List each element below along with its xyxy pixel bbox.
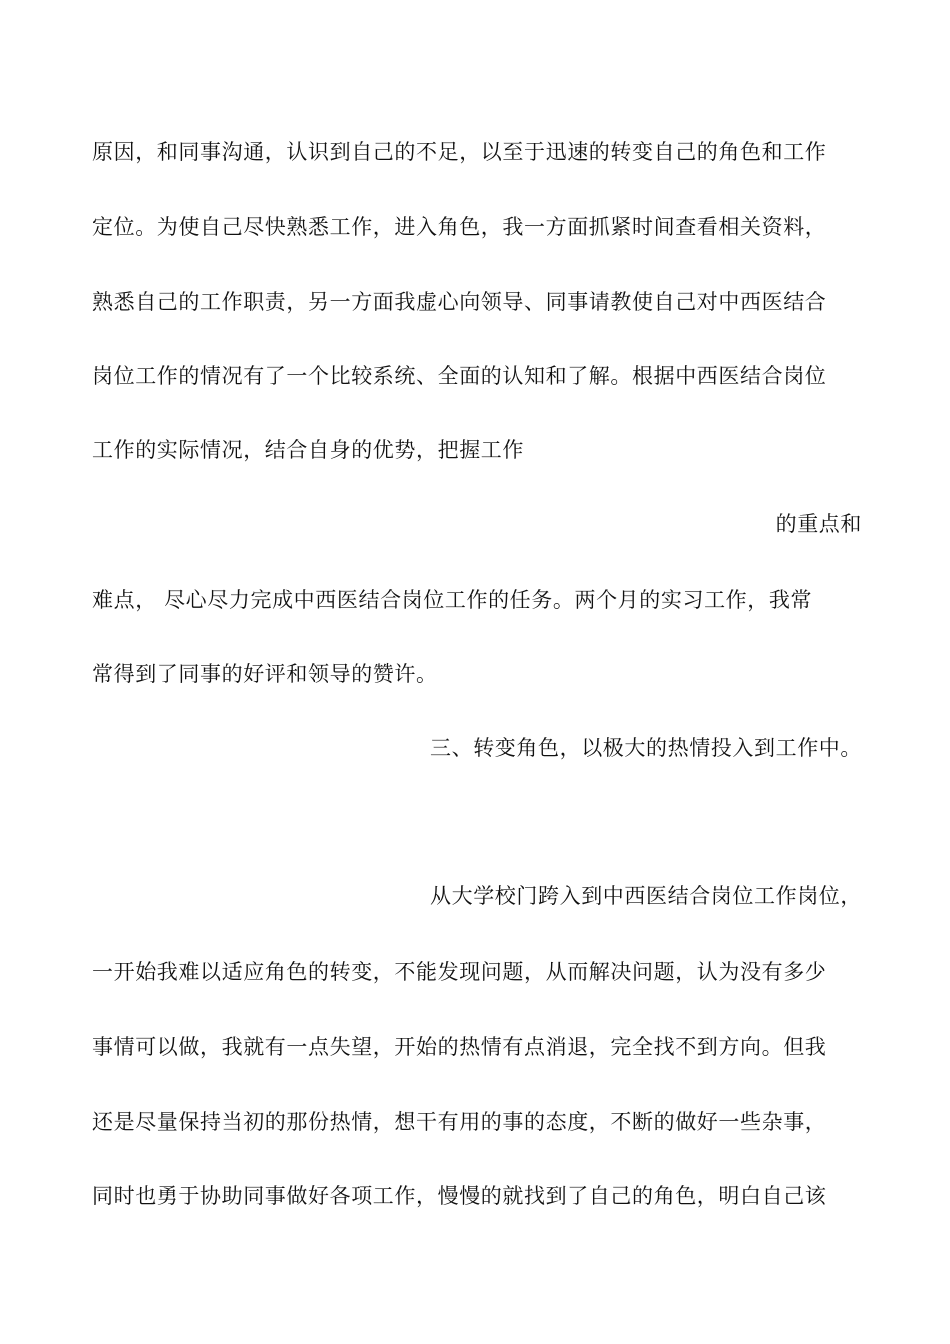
paragraph-line: 的重点和: [775, 512, 862, 536]
paragraph-line: 还是尽量保持当初的那份热情，想干有用的事的态度，不断的做好一些杂事，: [92, 1110, 827, 1134]
paragraph-line: 定位。为使自己尽快熟悉工作，进入角色，我一方面抓紧时间查看相关资料，: [92, 215, 827, 239]
paragraph-line: 岗位工作的情况有了一个比较系统、全面的认知和了解。根据中西医结合岗位: [92, 364, 827, 388]
paragraph-line: 难点， 尽心尽力完成中西医结合岗位工作的任务。两个月的实习工作，我常: [92, 588, 813, 612]
section-heading: 三、转变角色，以极大的热情投入到工作中。: [430, 736, 862, 760]
paragraph-line: 原因，和同事沟通，认识到自己的不足，以至于迅速的转变自己的角色和工作: [92, 140, 827, 164]
paragraph-line: 从大学校门跨入到中西医结合岗位工作岗位，: [430, 884, 862, 908]
paragraph-line: 同时也勇于协助同事做好各项工作，慢慢的就找到了自己的角色，明白自己该: [92, 1184, 827, 1208]
paragraph-line: 工作的实际情况，结合自身的优势，把握工作: [92, 438, 524, 462]
paragraph-line: 一开始我难以适应角色的转变，不能发现问题，从而解决问题，认为没有多少: [92, 960, 827, 984]
paragraph-line: 事情可以做，我就有一点失望，开始的热情有点消退，完全找不到方向。但我: [92, 1035, 827, 1059]
paragraph-line: 常得到了同事的好评和领导的赞许。: [92, 662, 438, 686]
paragraph-line: 熟悉自己的工作职责，另一方面我虚心向领导、同事请教使自己对中西医结合: [92, 290, 827, 314]
